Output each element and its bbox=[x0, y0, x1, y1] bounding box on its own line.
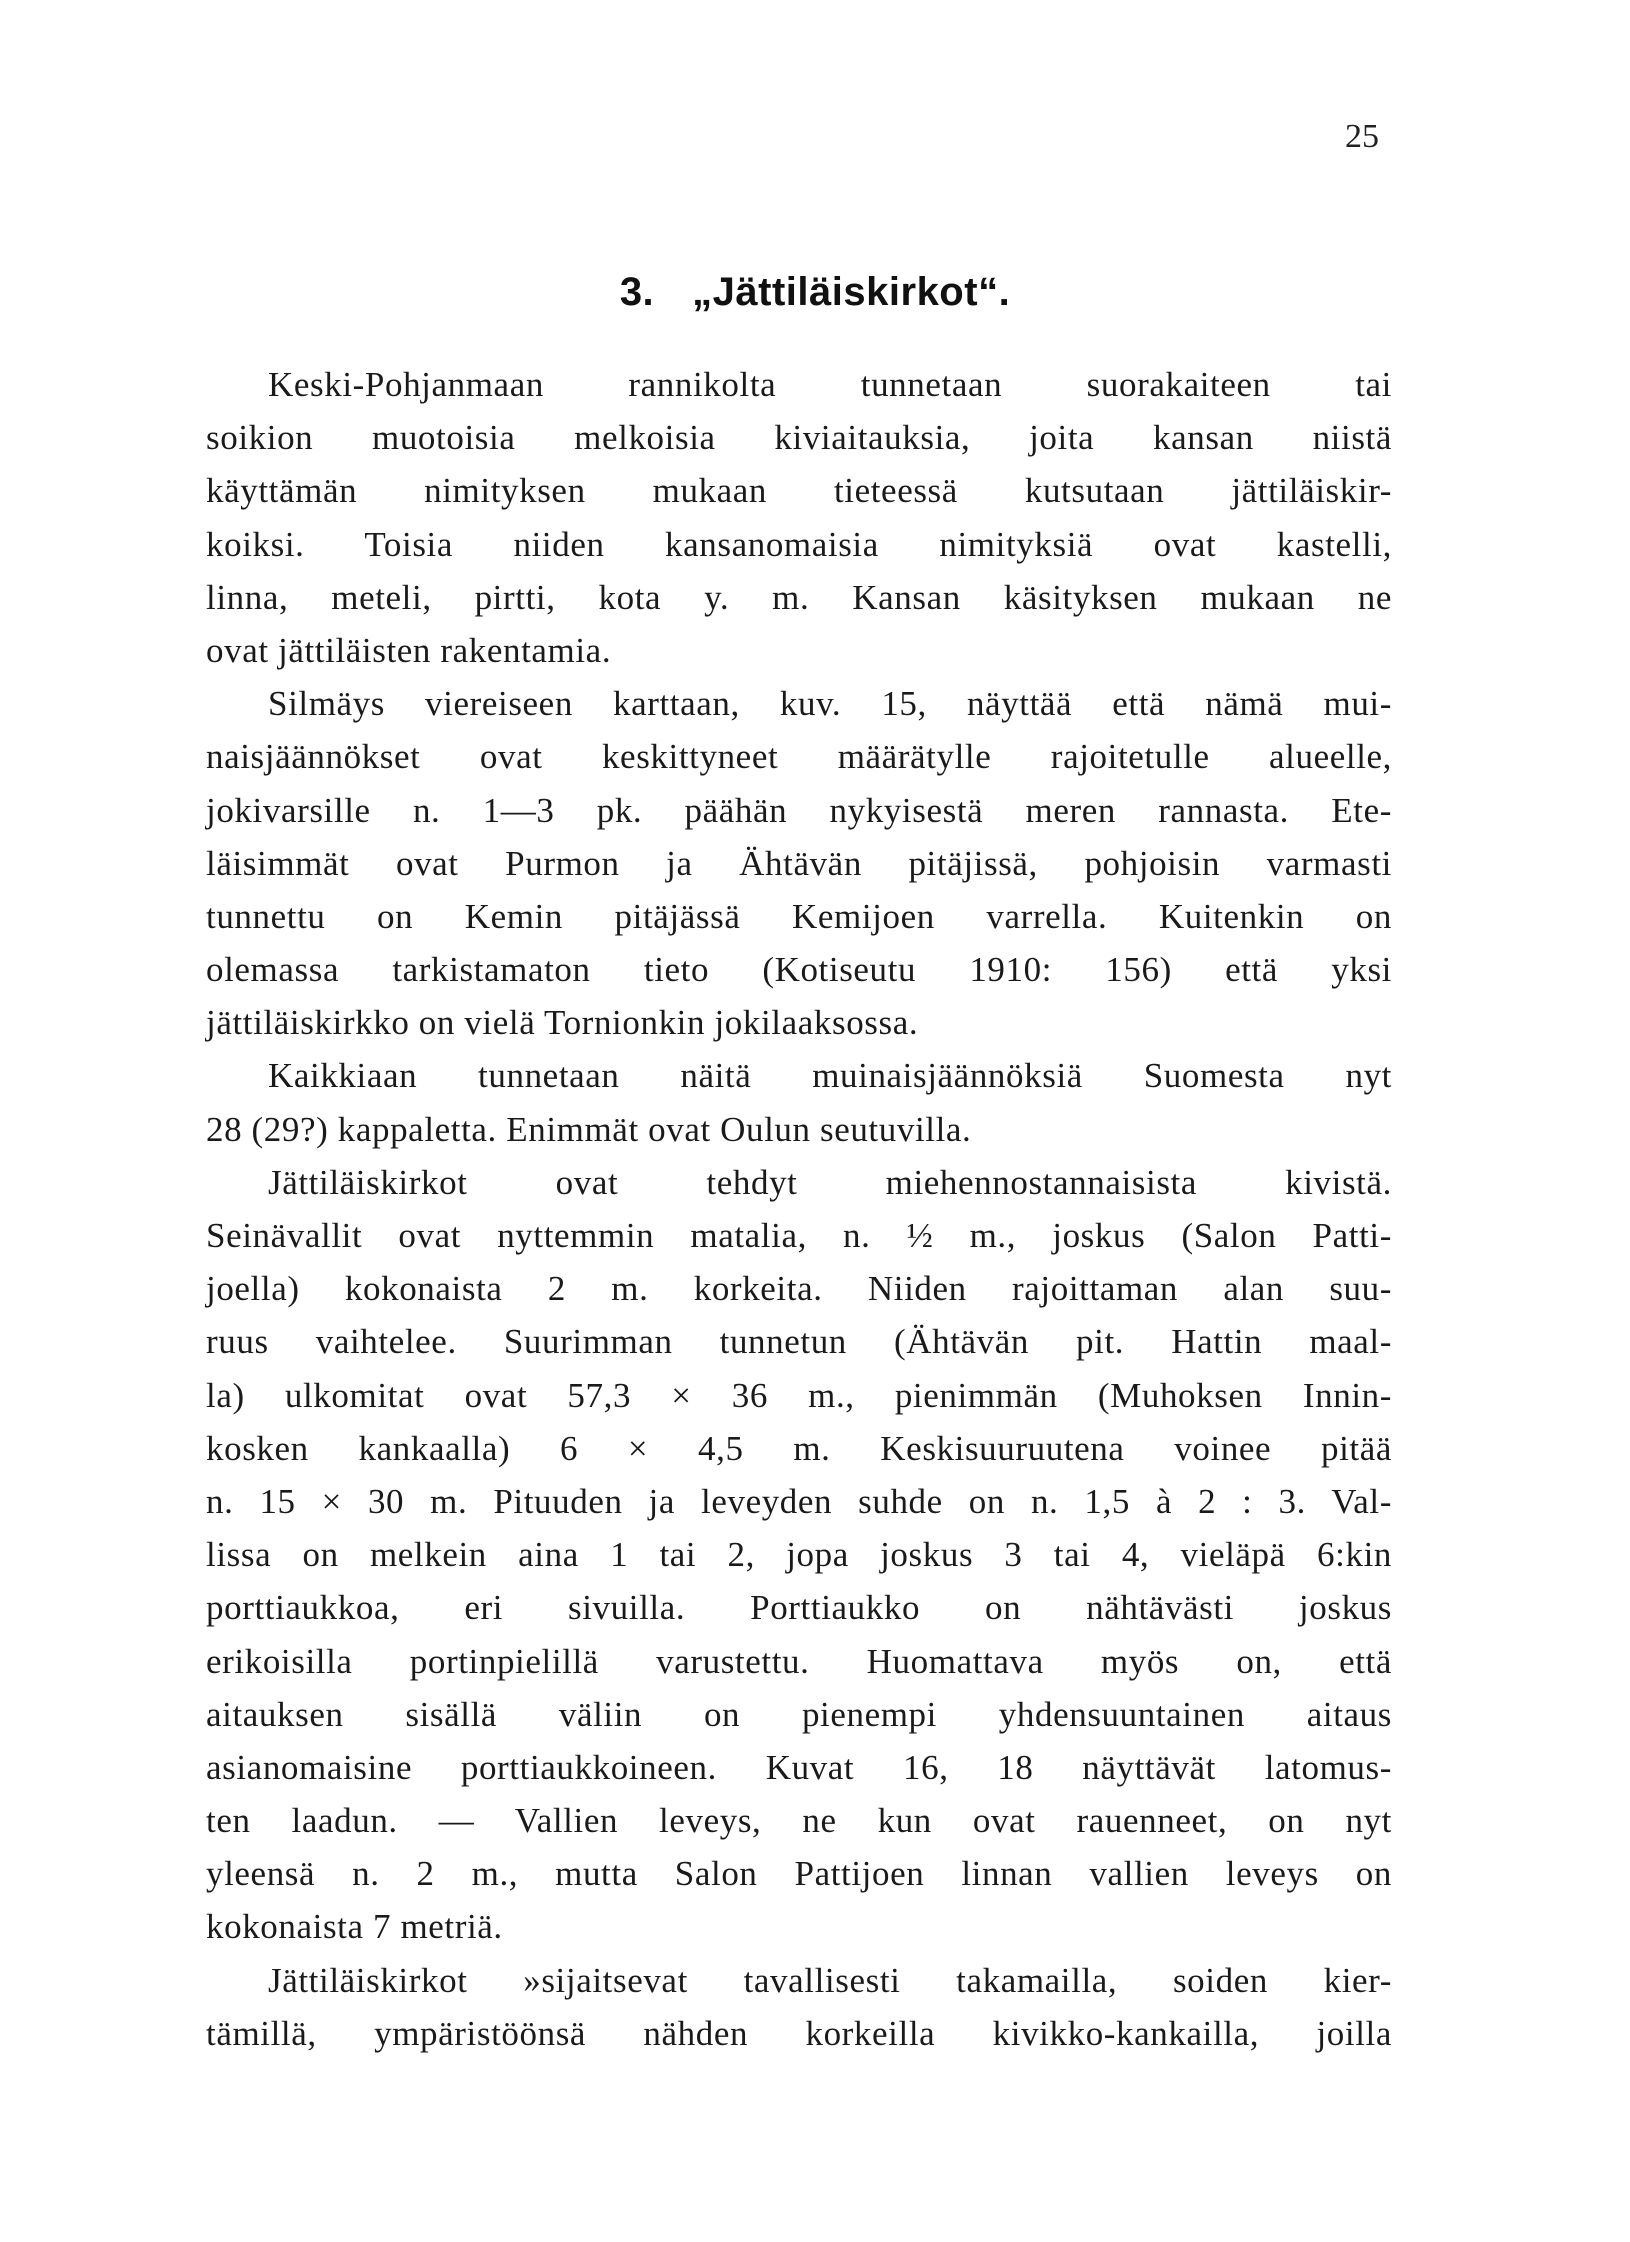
text-line: kosken kankaalla) 6 × 4,5 m. Keskisuuruutena voinee pitää bbox=[206, 1428, 1392, 1468]
text-line: kokonaista 7 metriä. bbox=[206, 1907, 503, 1947]
text-line: yleensä n. 2 m., mutta Salon Pattijoen linnan vallien leveys on bbox=[206, 1854, 1392, 1894]
text-line: jättiläiskirkko on vielä Tornionkin jokilaaksossa. bbox=[206, 1003, 919, 1043]
text-line: tämillä, ympäristöönsä nähden korkeilla kivikko-kankailla, joilla bbox=[206, 2013, 1392, 2053]
text-line: asianomaisine porttiaukkoineen. Kuvat 16, 18 näyttävät latomus- bbox=[206, 1747, 1392, 1787]
page-number: 25 bbox=[1345, 118, 1379, 155]
text-line: Keski-Pohjanmaan rannikolta tunnetaan suorakaiteen tai bbox=[268, 365, 1392, 404]
text-line: tunnettu on Kemin pitäjässä Kemijoen varrella. Kuitenkin on bbox=[206, 896, 1392, 936]
text-line: Kaikkiaan tunnetaan näitä muinaisjäännöksiä Suomesta nyt bbox=[268, 1056, 1392, 1096]
text-line: naisjäännökset ovat keskittyneet määrätylle rajoitetulle alueelle, bbox=[206, 737, 1392, 777]
text-line: porttiaukkoa, eri sivuilla. Porttiaukko on nähtävästi joskus bbox=[206, 1588, 1392, 1628]
text-line: Jättiläiskirkot ovat tehdyt miehennostannaisista kivistä. bbox=[268, 1162, 1392, 1202]
text-line: aitauksen sisällä väliin on pienempi yhdensuuntainen aitaus bbox=[206, 1694, 1392, 1734]
text-line: Seinävallit ovat nyttemmin matalia, n. ½ m., joskus (Salon Patti- bbox=[206, 1216, 1392, 1255]
text-line: linna, meteli, pirtti, kota y. m. Kansan käsityksen mukaan ne bbox=[206, 577, 1392, 617]
body-text bbox=[206, 358, 1392, 2060]
text-line: jokivarsille n. 1—3 pk. päähän nykyisestä meren rannasta. Ete- bbox=[206, 790, 1392, 830]
text-line: koiksi. Toisia niiden kansanomaisia nimityksiä ovat kastelli, bbox=[206, 524, 1392, 564]
text-line: 28 (29?) kappaletta. Enimmät ovat Oulun seutuvilla. bbox=[206, 1109, 972, 1149]
text-line: Silmäys viereiseen karttaan, kuv. 15, näyttää että nämä mui- bbox=[268, 684, 1392, 724]
text-line: ovat jättiläisten rakentamia. bbox=[206, 630, 612, 670]
text-line: Jättiläiskirkot »sijaitsevat tavallisesti takamailla, soiden kier- bbox=[268, 1960, 1392, 2000]
text-line: ruus vaihtelee. Suurimman tunnetun (Ähtävän pit. Hattin maal- bbox=[206, 1322, 1392, 1362]
text-line: ten laadun. — Vallien leveys, ne kun ovat rauenneet, on nyt bbox=[206, 1801, 1392, 1841]
text-line: la) ulkomitat ovat 57,3 × 36 m., pienimmän (Muhoksen Innin- bbox=[206, 1375, 1392, 1415]
text-line: soikion muotoisia melkoisia kiviaitauksia, joita kansan niistä bbox=[206, 418, 1392, 458]
text-line: erikoisilla portinpielillä varustettu. Huomattava myös on, että bbox=[206, 1641, 1392, 1681]
section-title: „Jättiläiskirkot“. bbox=[692, 270, 1011, 314]
text-line: käyttämän nimityksen mukaan tieteessä kutsutaan jättiläiskir- bbox=[206, 471, 1392, 511]
text-line: läisimmät ovat Purmon ja Ähtävän pitäjissä, pohjoisin varmasti bbox=[206, 843, 1392, 883]
text-line: joella) kokonaista 2 m. korkeita. Niiden rajoittaman alan suu- bbox=[206, 1269, 1392, 1309]
section-number: 3. bbox=[619, 270, 655, 314]
text-line: lissa on melkein aina 1 tai 2, jopa joskus 3 tai 4, vieläpä 6:kin bbox=[206, 1535, 1392, 1575]
section-heading bbox=[0, 270, 1630, 315]
text-line: olemassa tarkistamaton tieto (Kotiseutu 1910: 156) että yksi bbox=[206, 950, 1392, 990]
text-line: n. 15 × 30 m. Pituuden ja leveyden suhde on n. 1,5 à 2 : 3. Val- bbox=[206, 1481, 1392, 1521]
